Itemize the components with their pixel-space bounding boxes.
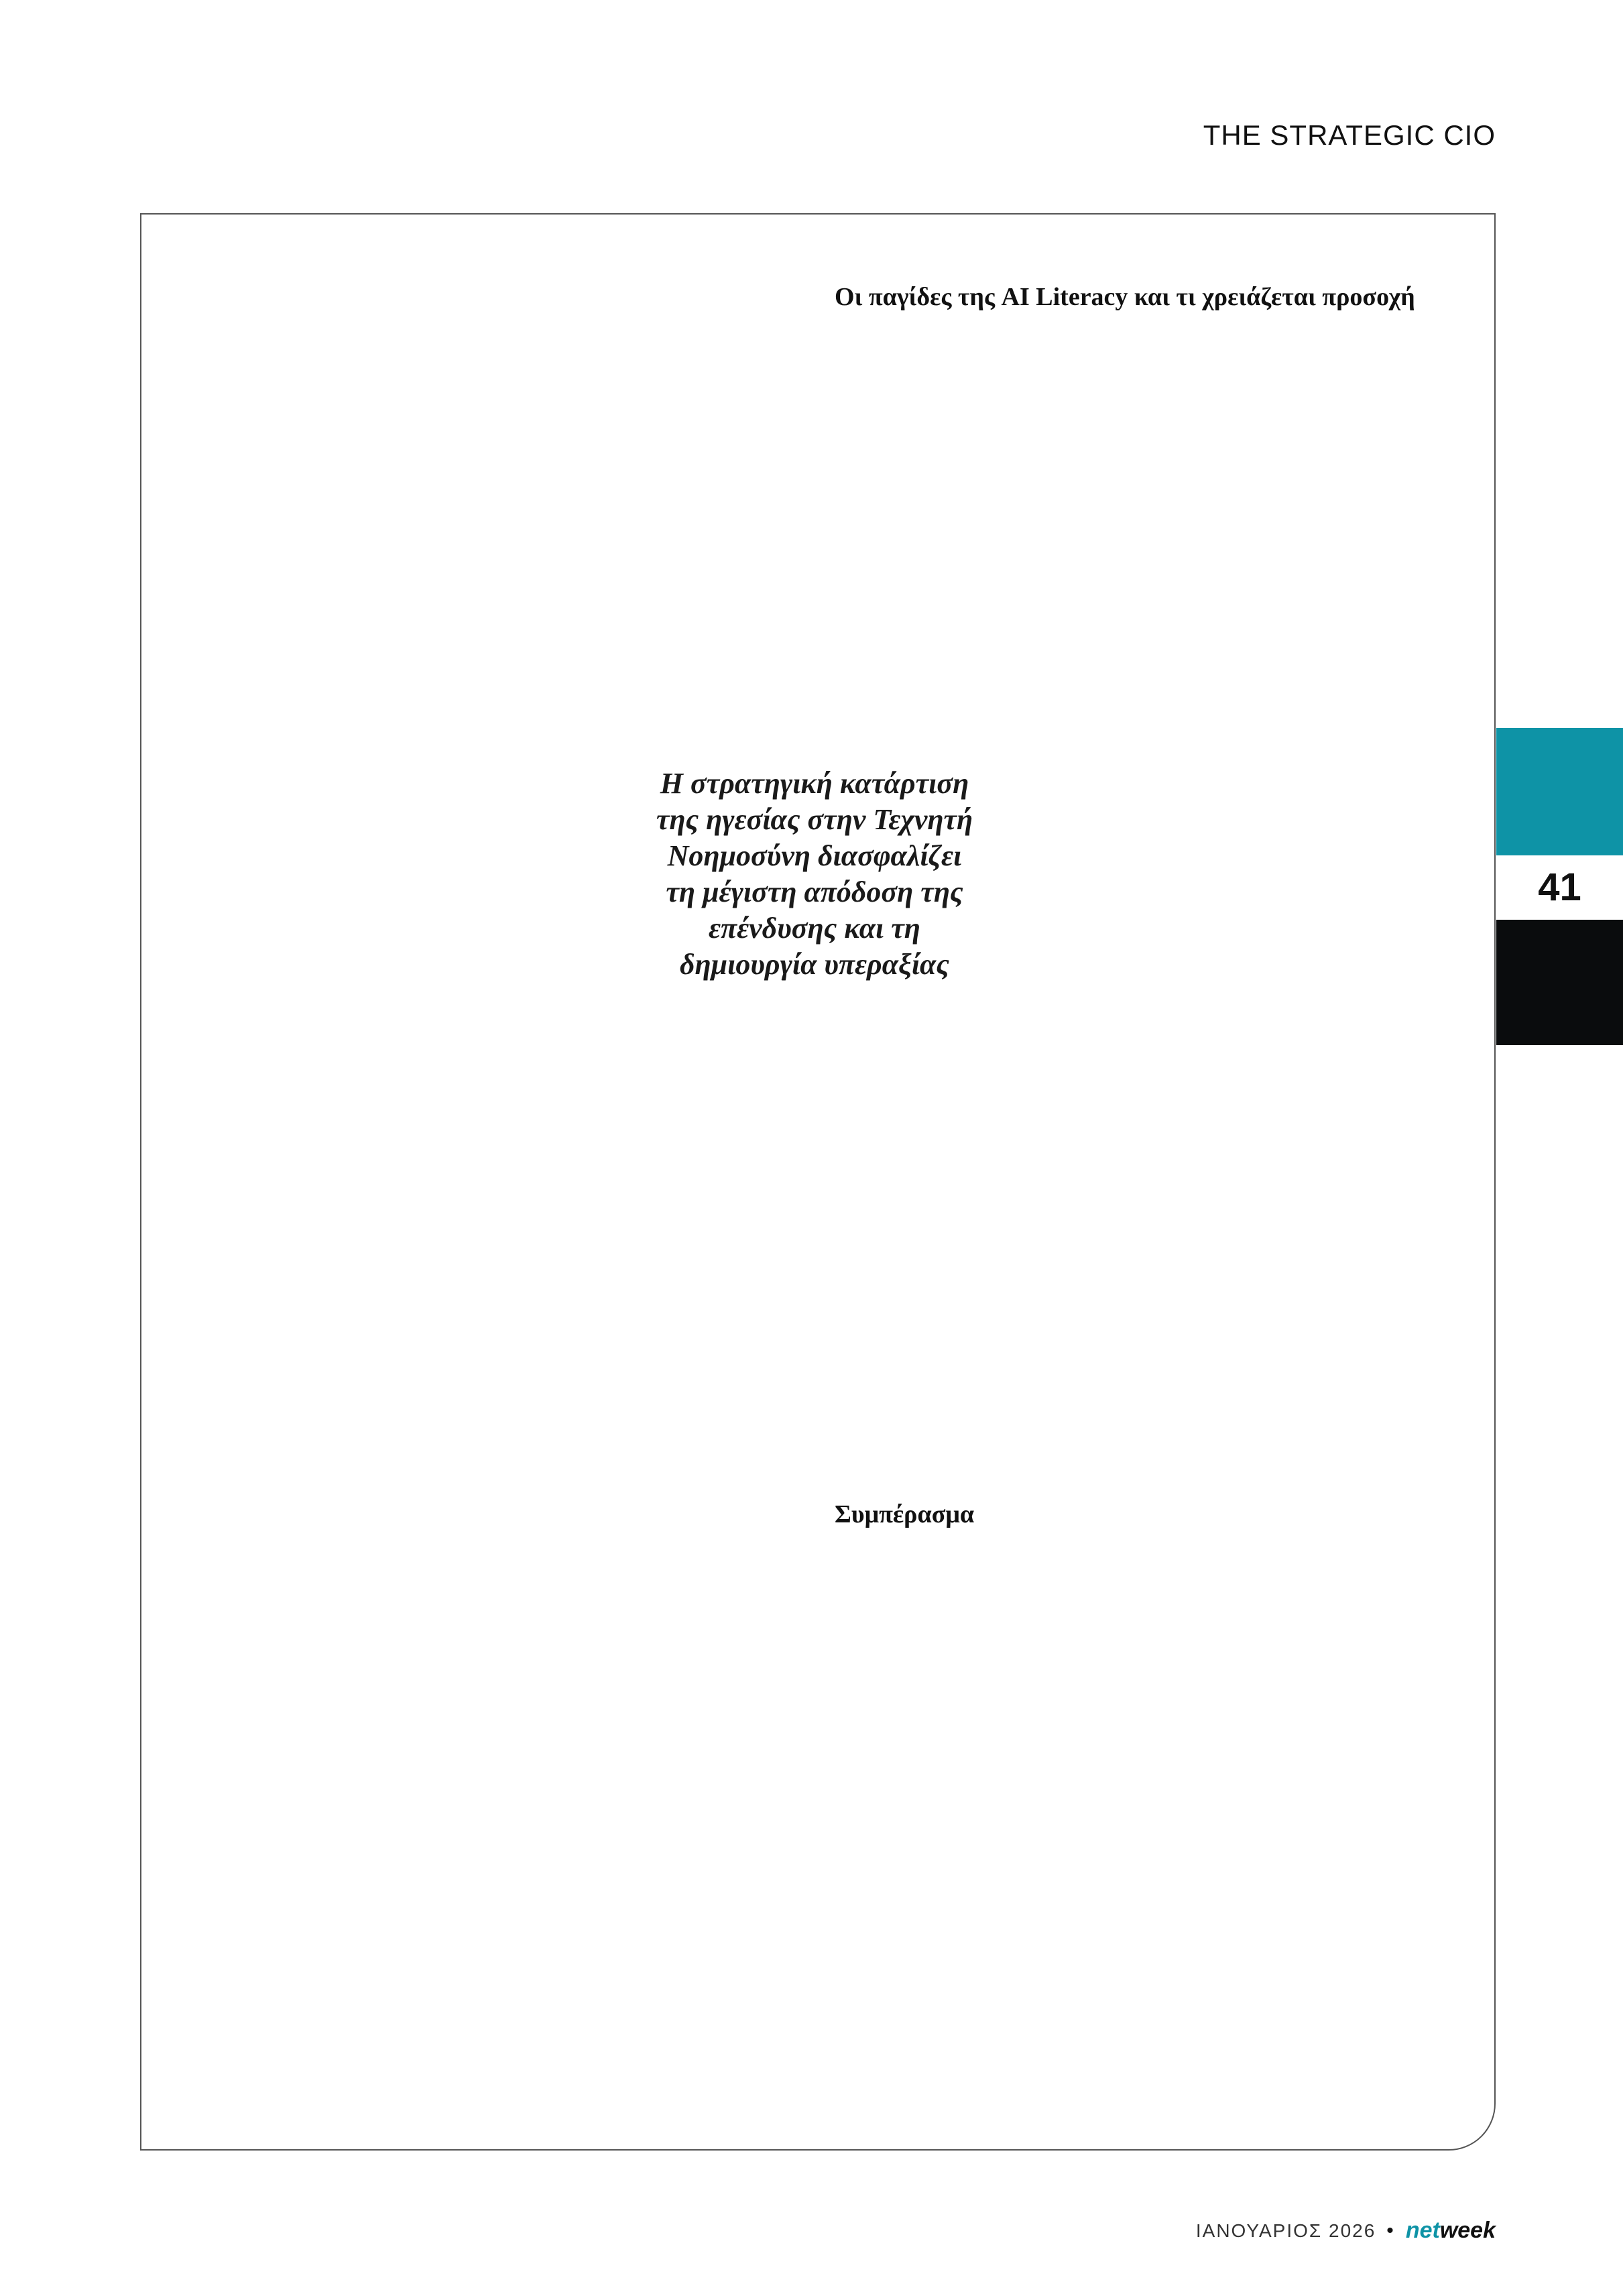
pull-quote: Η στρατηγική κατάρτιση της ηγεσίας στην Τεχνητή Νοημοσύνη διασφαλίζει τη μέγιστη απόδοση της επένδυσης και τη δημιουργία υπεραξίας — [656, 767, 973, 981]
footer-issue: ΙΑΝΟΥΑΡΙΟΣ 2026 — [1195, 2220, 1376, 2241]
subheading-ai-literacy: Οι παγίδες της AI Literacy και τι χρειάζεται προσοχή — [835, 283, 1415, 311]
subheading-conclusion: Συμπέρασμα — [835, 1500, 975, 1528]
page-tab-dark — [1496, 920, 1623, 1045]
page-number: 41 — [1538, 865, 1581, 909]
left-column — [209, 282, 804, 292]
brand-logo-net: net — [1405, 2218, 1440, 2243]
section-header: THE STRATEGIC CIO — [1203, 119, 1496, 151]
page-tab-accent — [1496, 728, 1623, 855]
brand-logo-week: week — [1439, 2218, 1496, 2243]
footer — [1196, 2218, 1496, 2244]
footer-separator: • — [1386, 2219, 1395, 2242]
